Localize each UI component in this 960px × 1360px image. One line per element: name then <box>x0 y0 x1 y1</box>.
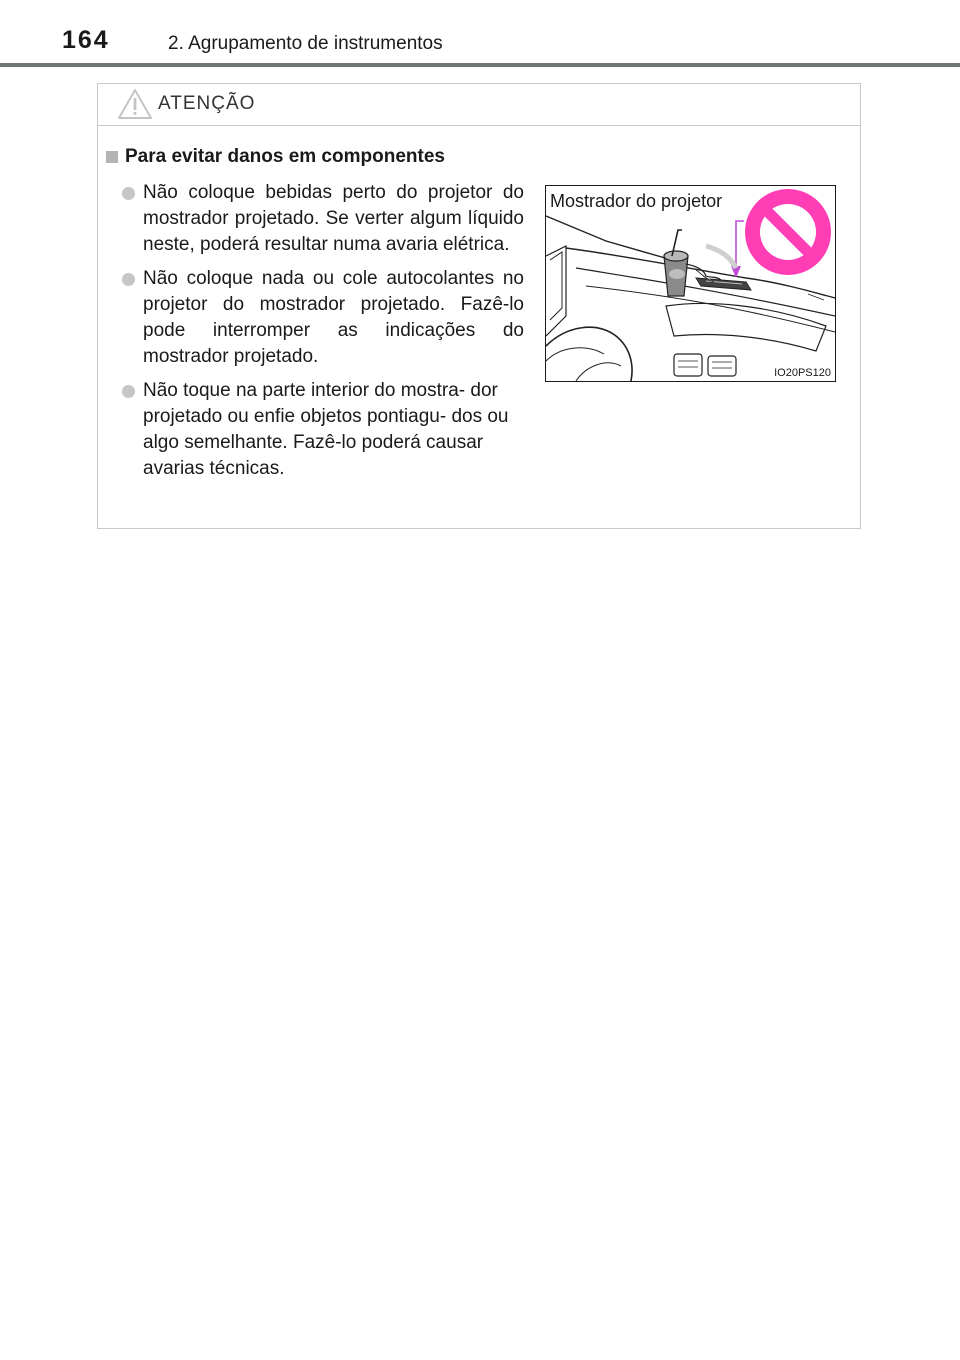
bullet-text: Não coloque bebidas perto do projetor do mostrador projetado. Se verter algum líquido neste, poderá resultar numa avaria elétrica. <box>143 182 524 255</box>
list-item <box>122 266 524 370</box>
chapter-title: 2. Agrupamento de instrumentos <box>168 33 443 54</box>
section-heading-text: Para evitar danos em componentes <box>125 146 445 167</box>
bullet-list <box>122 180 524 490</box>
square-bullet-icon <box>106 151 118 163</box>
list-item <box>122 180 524 258</box>
warning-label: ATENÇÃO <box>158 93 256 114</box>
warning-header <box>98 84 860 126</box>
header-divider <box>0 63 960 67</box>
page-header <box>0 0 960 70</box>
section-heading <box>106 146 445 168</box>
callout-label: Mostrador do projetor <box>550 191 723 211</box>
list-item <box>122 378 524 482</box>
bullet-dot-icon <box>122 187 135 200</box>
bullet-dot-icon <box>122 385 135 398</box>
page-number: 164 <box>62 26 110 54</box>
bullet-text: Não coloque nada ou cole autocolantes no projetor do mostrador projetado. Fazê-lo pode interromper as indicações do mostrador projetado. <box>143 268 524 367</box>
illustration-code: IO20PS120 <box>774 367 831 379</box>
prohibition-icon <box>745 189 831 275</box>
bullet-text: Não toque na parte interior do mostra- dor projetado ou enfie objetos pontiagu- dos ou algo semelhante. Fazê-lo poderá causar avarias técnicas. <box>143 380 509 479</box>
projector-illustration <box>545 185 836 382</box>
bullet-dot-icon <box>122 273 135 286</box>
warning-box <box>97 83 861 529</box>
warning-triangle-icon <box>116 87 154 121</box>
